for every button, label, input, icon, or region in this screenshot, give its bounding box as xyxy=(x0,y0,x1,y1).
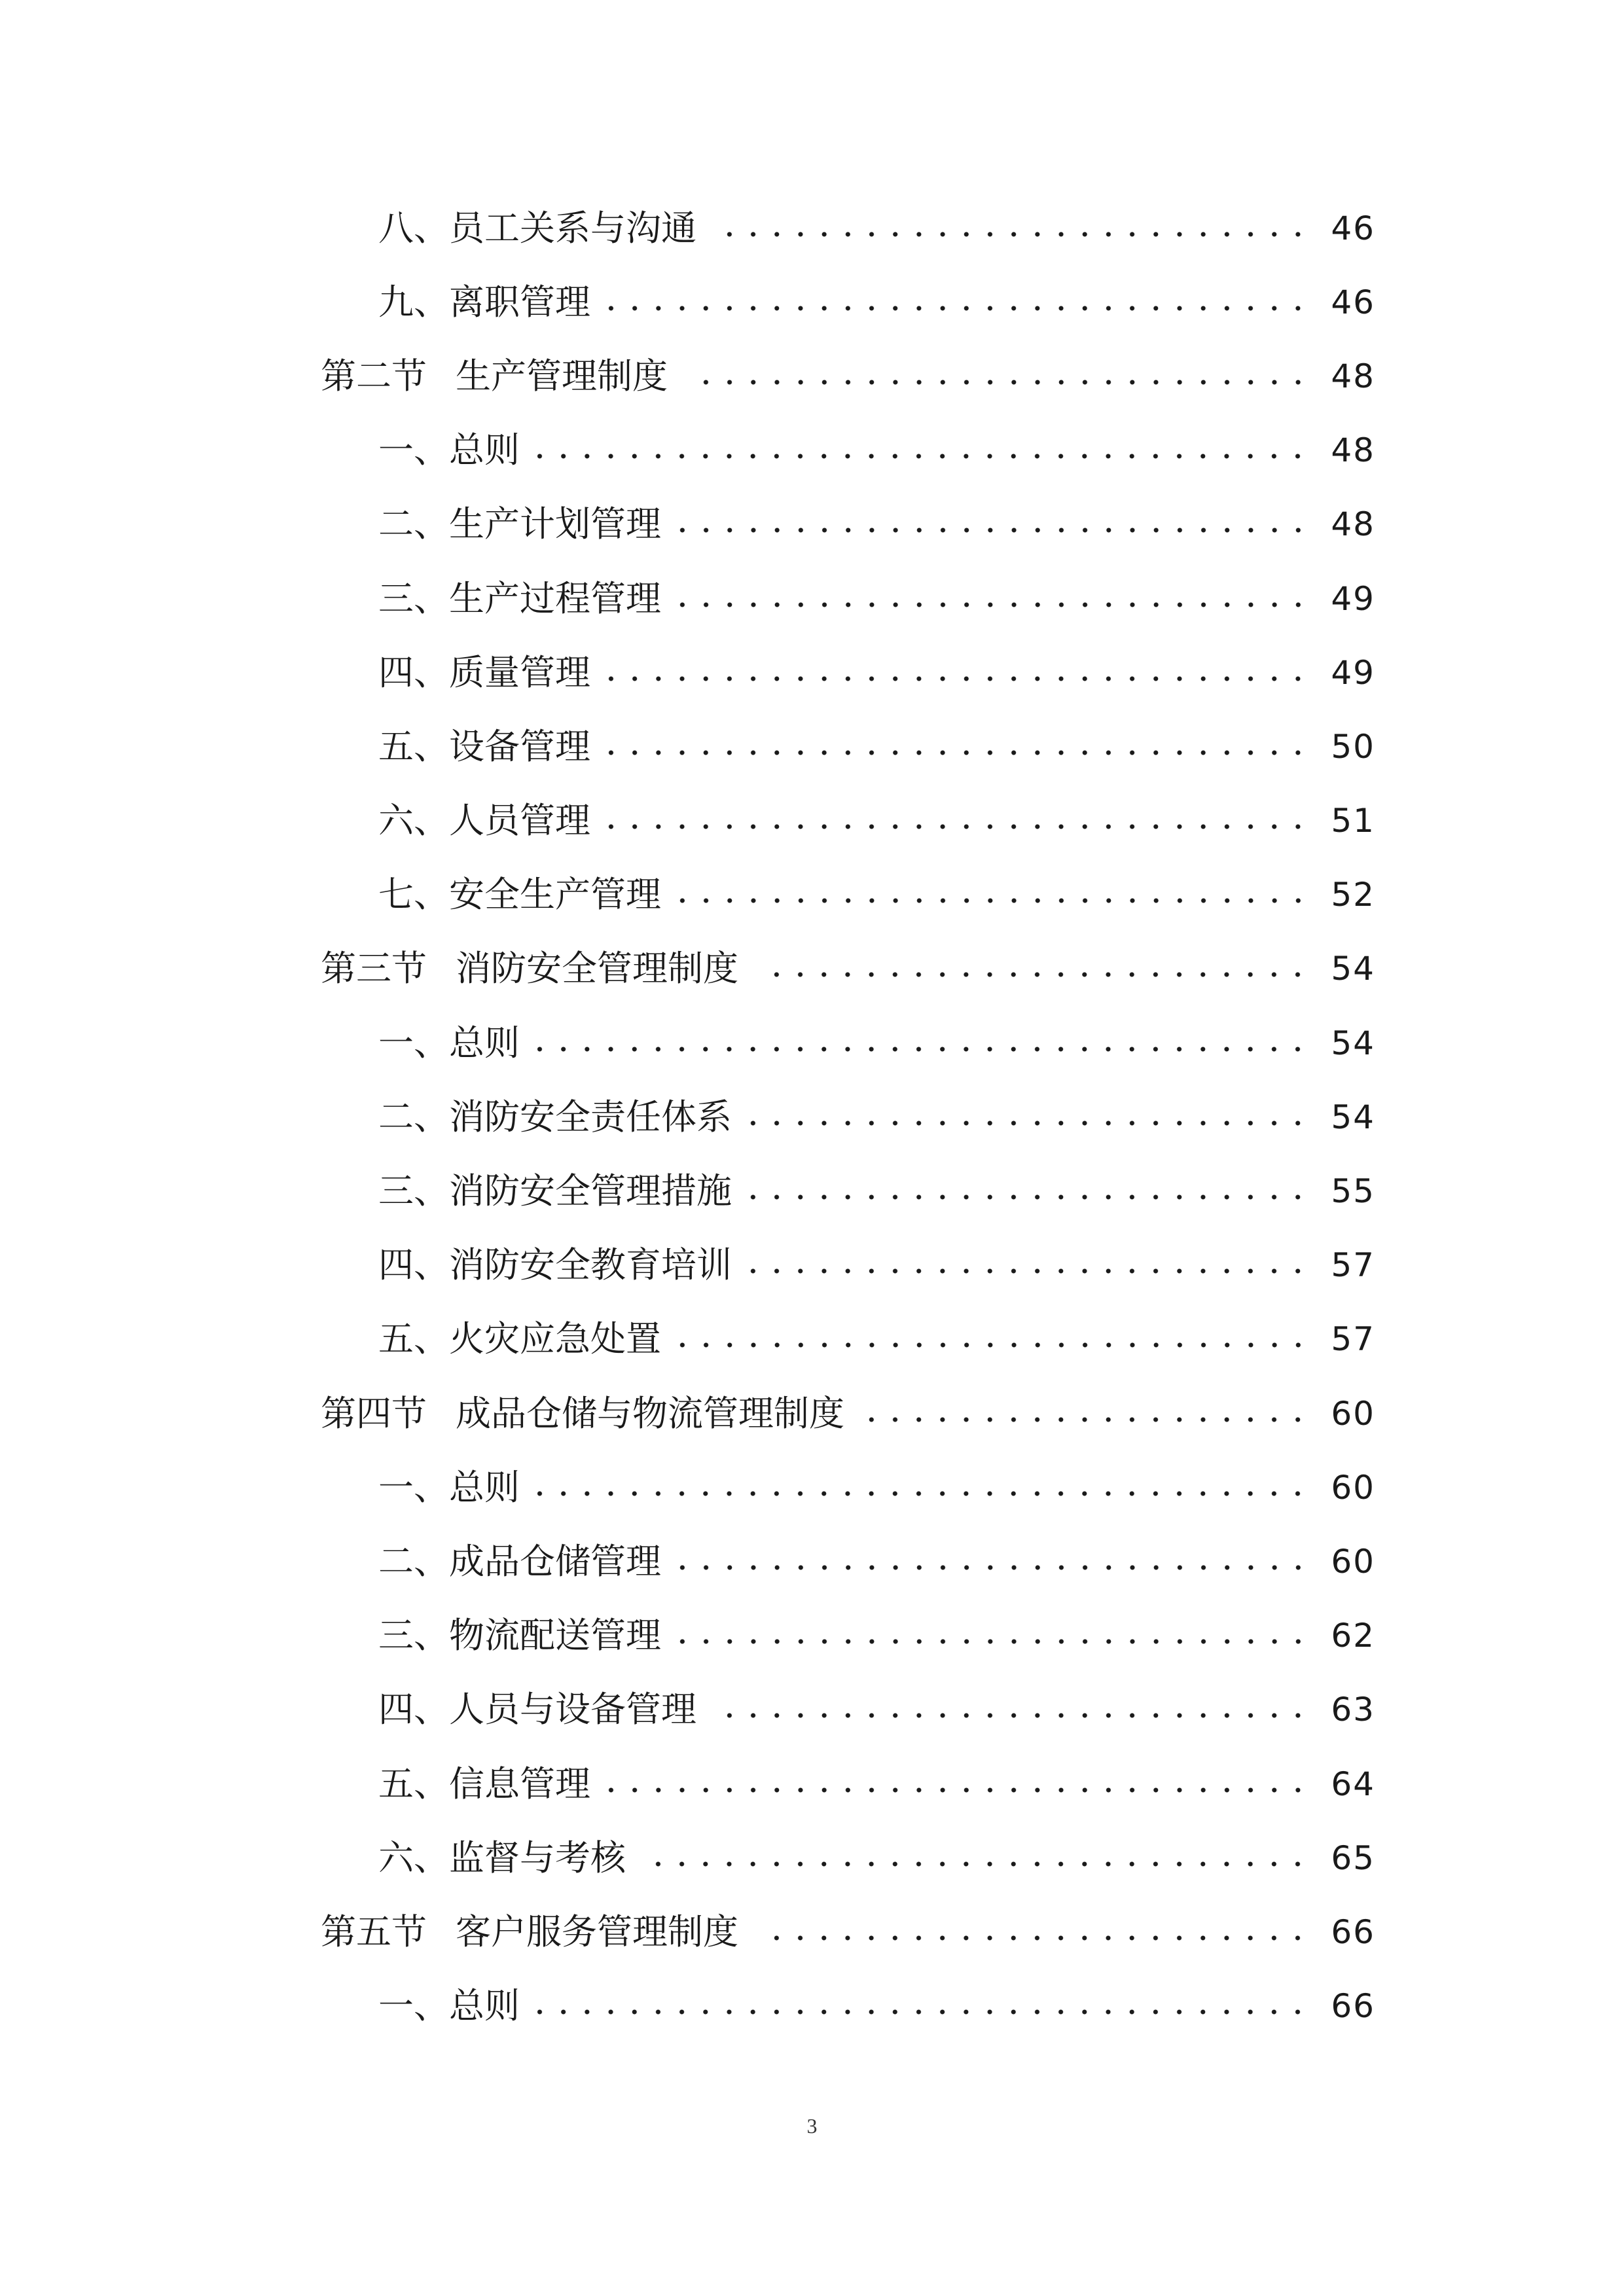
toc-entry-text xyxy=(321,1910,738,1952)
toc-entry-title: 成品仓储管理 xyxy=(449,1540,661,1582)
toc-entry-text xyxy=(378,874,661,916)
toc-dot-leader xyxy=(670,1638,1310,1645)
toc-subsection-entry[interactable] xyxy=(0,414,1624,488)
toc-entry-number: 一、 xyxy=(378,429,449,471)
toc-entry-number: 第五节 xyxy=(321,1910,427,1952)
toc-entry-text xyxy=(321,1392,844,1434)
toc-dot-leader xyxy=(765,1935,1310,1941)
toc-dot-leader xyxy=(670,601,1310,608)
toc-entry-text xyxy=(378,1985,520,2027)
toc-subsection-entry[interactable] xyxy=(0,1006,1624,1080)
toc-subsection-entry[interactable] xyxy=(0,191,1624,265)
toc-entry-title: 安全生产管理 xyxy=(449,874,661,916)
toc-entry-title: 消防安全管理措施 xyxy=(449,1170,732,1212)
toc-subsection-entry[interactable] xyxy=(0,1821,1624,1895)
toc-subsection-entry[interactable] xyxy=(0,1154,1624,1228)
toc-entry-title: 客户服务管理制度 xyxy=(456,1910,738,1952)
toc-entry-number: 五、 xyxy=(378,725,449,767)
table-of-contents xyxy=(0,191,1624,2043)
toc-entry-number: 四、 xyxy=(378,651,449,693)
toc-entry-title: 消防安全教育培训 xyxy=(449,1244,732,1286)
toc-entry-page: 64 xyxy=(1331,1765,1375,1803)
toc-entry-page: 48 xyxy=(1331,431,1375,470)
toc-entry-text xyxy=(378,503,661,545)
toc-entry-page: 55 xyxy=(1331,1172,1375,1211)
toc-entry-text xyxy=(378,1170,732,1212)
toc-subsection-entry[interactable] xyxy=(0,784,1624,858)
toc-dot-leader xyxy=(599,749,1310,756)
toc-entry-page: 51 xyxy=(1331,802,1375,840)
toc-dot-leader xyxy=(717,1712,1310,1719)
toc-entry-page: 60 xyxy=(1331,1468,1375,1507)
toc-dot-leader xyxy=(646,1861,1310,1867)
toc-entry-page: 50 xyxy=(1331,727,1375,766)
toc-dot-leader xyxy=(670,527,1310,533)
toc-subsection-entry[interactable] xyxy=(0,1229,1624,1302)
toc-entry-title: 信息管理 xyxy=(449,1763,590,1804)
toc-entry-text xyxy=(378,800,590,842)
toc-entry-number: 第二节 xyxy=(321,355,427,397)
toc-subsection-entry[interactable] xyxy=(0,265,1624,339)
toc-subsection-entry[interactable] xyxy=(0,1450,1624,1524)
toc-entry-text xyxy=(378,1763,590,1804)
toc-entry-number: 三、 xyxy=(378,1615,449,1657)
toc-dot-leader xyxy=(670,1342,1310,1348)
toc-entry-title: 质量管理 xyxy=(449,651,590,693)
toc-entry-text xyxy=(378,725,590,767)
toc-section-entry[interactable] xyxy=(0,1376,1624,1450)
toc-subsection-entry[interactable] xyxy=(0,1599,1624,1673)
toc-entry-title: 生产计划管理 xyxy=(449,503,661,545)
toc-entry-number: 一、 xyxy=(378,1985,449,2027)
toc-subsection-entry[interactable] xyxy=(0,488,1624,562)
toc-entry-page: 65 xyxy=(1331,1839,1375,1877)
toc-dot-leader xyxy=(599,1787,1310,1793)
toc-entry-number: 三、 xyxy=(378,577,449,619)
toc-entry-title: 总则 xyxy=(449,1022,520,1064)
toc-entry-title: 成品仓储与物流管理制度 xyxy=(456,1392,844,1434)
toc-entry-number: 六、 xyxy=(378,800,449,842)
toc-dot-leader xyxy=(741,1120,1310,1126)
toc-entry-page: 57 xyxy=(1331,1246,1375,1285)
toc-dot-leader xyxy=(599,305,1310,312)
toc-entry-title: 火灾应急处置 xyxy=(449,1318,661,1360)
toc-entry-title: 消防安全管理制度 xyxy=(456,948,738,990)
toc-entry-page: 63 xyxy=(1331,1691,1375,1729)
toc-subsection-entry[interactable] xyxy=(0,562,1624,636)
toc-subsection-entry[interactable] xyxy=(0,1969,1624,2043)
toc-dot-leader xyxy=(599,675,1310,682)
toc-entry-title: 人员管理 xyxy=(449,800,590,842)
toc-entry-number: 五、 xyxy=(378,1318,449,1360)
toc-section-entry[interactable] xyxy=(0,1895,1624,1969)
toc-entry-text xyxy=(321,948,738,990)
toc-entry-number: 一、 xyxy=(378,1466,449,1508)
toc-entry-number: 二、 xyxy=(378,1540,449,1582)
toc-dot-leader xyxy=(717,231,1310,238)
toc-entry-number: 七、 xyxy=(378,874,449,916)
toc-dot-leader xyxy=(670,1564,1310,1571)
toc-entry-page: 60 xyxy=(1331,1542,1375,1581)
toc-entry-number: 四、 xyxy=(378,1689,449,1731)
toc-entry-text xyxy=(378,207,696,249)
toc-entry-number: 第三节 xyxy=(321,948,427,990)
toc-entry-title: 物流配送管理 xyxy=(449,1615,661,1657)
toc-entry-page: 46 xyxy=(1331,209,1375,247)
toc-entry-title: 总则 xyxy=(449,1985,520,2027)
toc-dot-leader xyxy=(859,1416,1310,1423)
toc-entry-title: 人员与设备管理 xyxy=(449,1689,696,1731)
toc-entry-page: 52 xyxy=(1331,876,1375,914)
toc-entry-page: 48 xyxy=(1331,505,1375,544)
toc-entry-text xyxy=(378,429,520,471)
toc-entry-text xyxy=(378,1022,520,1064)
toc-dot-leader xyxy=(741,1268,1310,1274)
toc-entry-number: 六、 xyxy=(378,1837,449,1878)
toc-dot-leader xyxy=(528,1046,1310,1052)
toc-subsection-entry[interactable] xyxy=(0,858,1624,932)
toc-entry-text xyxy=(378,1466,520,1508)
toc-dot-leader xyxy=(670,897,1310,904)
toc-entry-text xyxy=(378,1244,732,1286)
toc-entry-page: 48 xyxy=(1331,357,1375,395)
toc-section-entry[interactable] xyxy=(0,339,1624,413)
toc-entry-text xyxy=(378,1540,661,1582)
toc-entry-page: 49 xyxy=(1331,653,1375,692)
toc-entry-title: 总则 xyxy=(449,1466,520,1508)
toc-entry-page: 54 xyxy=(1331,950,1375,988)
toc-entry-text xyxy=(321,355,668,397)
toc-dot-leader xyxy=(694,379,1310,386)
toc-entry-number: 一、 xyxy=(378,1022,449,1064)
toc-subsection-entry[interactable] xyxy=(0,1747,1624,1821)
toc-entry-text xyxy=(378,577,661,619)
toc-dot-leader xyxy=(599,823,1310,830)
toc-entry-number: 八、 xyxy=(378,207,449,249)
toc-entry-text xyxy=(378,1096,732,1138)
toc-dot-leader xyxy=(765,971,1310,978)
toc-entry-number: 第四节 xyxy=(321,1392,427,1434)
toc-entry-text xyxy=(378,1689,696,1731)
toc-entry-text xyxy=(378,1318,661,1360)
toc-entry-number: 三、 xyxy=(378,1170,449,1212)
toc-entry-title: 员工关系与沟通 xyxy=(449,207,696,249)
page-number: 3 xyxy=(806,2114,818,2138)
toc-subsection-entry[interactable] xyxy=(0,1302,1624,1376)
toc-section-entry[interactable] xyxy=(0,932,1624,1006)
toc-dot-leader xyxy=(528,1490,1310,1497)
toc-entry-number: 二、 xyxy=(378,1096,449,1138)
toc-entry-title: 监督与考核 xyxy=(449,1837,626,1878)
toc-subsection-entry[interactable] xyxy=(0,1524,1624,1598)
toc-entry-number: 九、 xyxy=(378,281,449,323)
toc-entry-title: 生产过程管理 xyxy=(449,577,661,619)
toc-subsection-entry[interactable] xyxy=(0,1673,1624,1747)
toc-entry-page: 54 xyxy=(1331,1098,1375,1136)
toc-entry-page: 62 xyxy=(1331,1617,1375,1655)
toc-entry-title: 设备管理 xyxy=(449,725,590,767)
toc-entry-page: 66 xyxy=(1331,1912,1375,1951)
toc-entry-page: 49 xyxy=(1331,579,1375,618)
toc-entry-page: 66 xyxy=(1331,1987,1375,2026)
toc-entry-page: 60 xyxy=(1331,1394,1375,1433)
toc-subsection-entry[interactable] xyxy=(0,1080,1624,1154)
toc-entry-text xyxy=(378,1615,661,1657)
toc-entry-page: 57 xyxy=(1331,1320,1375,1359)
toc-entry-number: 二、 xyxy=(378,503,449,545)
toc-entry-text xyxy=(378,651,590,693)
toc-entry-text xyxy=(378,281,590,323)
toc-dot-leader xyxy=(741,1194,1310,1200)
toc-entry-title: 离职管理 xyxy=(449,281,590,323)
toc-entry-title: 消防安全责任体系 xyxy=(449,1096,732,1138)
toc-subsection-entry[interactable] xyxy=(0,636,1624,709)
toc-entry-text xyxy=(378,1837,626,1878)
toc-entry-number: 四、 xyxy=(378,1244,449,1286)
toc-entry-title: 总则 xyxy=(449,429,520,471)
toc-entry-page: 54 xyxy=(1331,1024,1375,1062)
toc-entry-number: 五、 xyxy=(378,1763,449,1804)
toc-dot-leader xyxy=(528,2009,1310,2015)
toc-entry-page: 46 xyxy=(1331,283,1375,321)
toc-dot-leader xyxy=(528,453,1310,459)
toc-entry-title: 生产管理制度 xyxy=(456,355,668,397)
toc-subsection-entry[interactable] xyxy=(0,709,1624,783)
